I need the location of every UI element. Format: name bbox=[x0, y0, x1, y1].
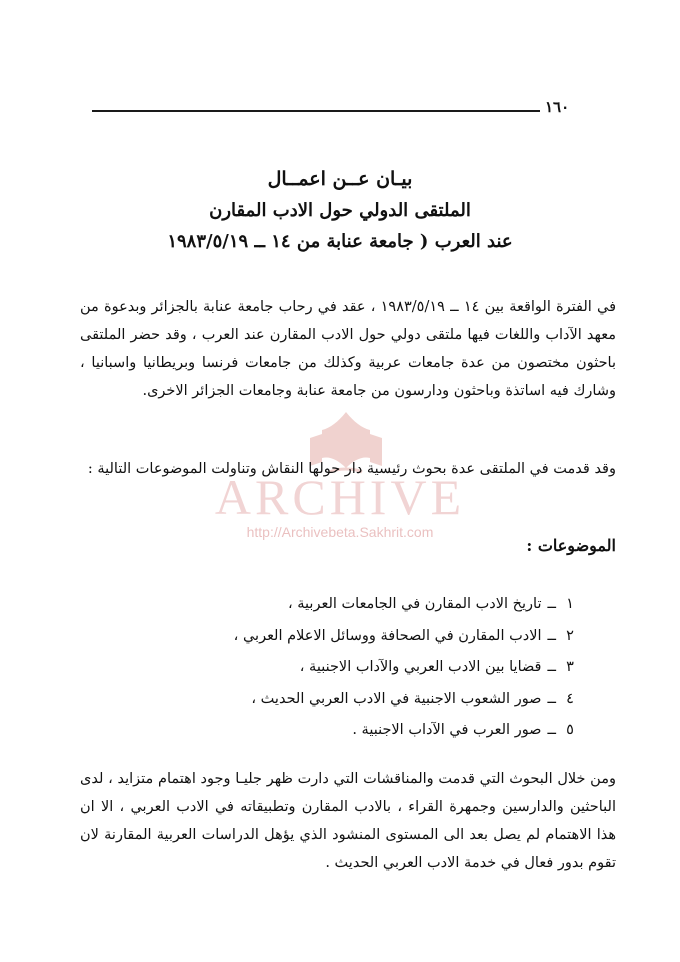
topic-number: ٥ bbox=[566, 722, 574, 738]
topic-number: ١ bbox=[566, 596, 574, 612]
title-line-2: الملتقى الدولي حول الادب المقارن bbox=[209, 200, 471, 221]
archive-watermark-url: http://Archivebeta.Sakhrit.com bbox=[246, 524, 434, 540]
topics-heading: الموضوعات : bbox=[526, 536, 616, 555]
page-number: ١٦٠ bbox=[545, 98, 570, 116]
topic-number: ٢ bbox=[566, 627, 574, 644]
topic-text: صور الشعوب الاجنبية في الادب العربي الحديث ، bbox=[251, 690, 542, 707]
topic-dash: ــ bbox=[547, 722, 556, 738]
topics-intro-paragraph: وقد قدمت في الملتقى عدة بحوث رئيسية دار حولها النقاش وتناولت الموضوعات التالية : bbox=[87, 461, 616, 477]
topic-number: ٣ bbox=[566, 659, 574, 675]
topic-item bbox=[80, 685, 578, 717]
topic-dash: ــ bbox=[547, 659, 556, 675]
topic-item bbox=[80, 653, 578, 685]
intro-paragraph: في الفترة الواقعة بين ١٤ ــ ١٩٨٣/٥/١٩ ، عقد في رحاب جامعة عنابة بالجزائر وبدعوة من معهد الآداب واللغات فيها ملتقى دولي حول الادب المقارن عند العرب ، وقد حضر الملتقى باحثون مختصون من عدة جامعات عربية وكذلك من جامعات فرنسا وبريطانيا واسبانيا ، وشارك فيه اساتذة وباحثون ودارسون من جامعة عنابة وجامعات الجزائر الاخرى. bbox=[80, 299, 617, 399]
topic-text: قضايا بين الادب العربي والآداب الاجنبية ، bbox=[299, 659, 542, 675]
topic-item bbox=[80, 590, 578, 622]
title-line-1: بيـان عــن اعمــال bbox=[267, 168, 413, 190]
topic-dash: ــ bbox=[547, 690, 556, 707]
topic-text: الادب المقارن في الصحافة ووسائل الاعلام العربي ، bbox=[233, 627, 542, 644]
topic-item bbox=[80, 622, 578, 654]
header-rule bbox=[92, 110, 540, 112]
conclusion-paragraph: ومن خلال البحوث التي قدمت والمناقشات التي دارت ظهر جليـا وجود اهتمام متزايد ، لدى الباحثين والدارسين وجمهرة القراء ، بالادب المقارن وتطبيقاته في الادب العربي ، الا ان هذا الاهتمام لم يصل بعد الى المستوى المنشود الذي يؤهل الدراسات العربية المقارنة لان تقوم بدور فعال في خدمة الادب العربي الحديث . bbox=[80, 771, 616, 871]
topic-dash: ــ bbox=[547, 596, 556, 612]
topic-number: ٤ bbox=[566, 690, 574, 707]
title-line-3: عند العرب ( جامعة عنابة من ١٤ ــ ١٩٨٣/٥/١٩ bbox=[167, 231, 513, 252]
topic-text: صور العرب في الآداب الاجنبية . bbox=[352, 722, 542, 738]
topic-item bbox=[80, 716, 578, 748]
topic-dash: ــ bbox=[547, 627, 556, 644]
topic-text: تاريخ الادب المقارن في الجامعات العربية ، bbox=[287, 596, 542, 612]
archive-watermark-text: ARCHIVE bbox=[214, 469, 466, 525]
topics-list bbox=[80, 590, 578, 748]
